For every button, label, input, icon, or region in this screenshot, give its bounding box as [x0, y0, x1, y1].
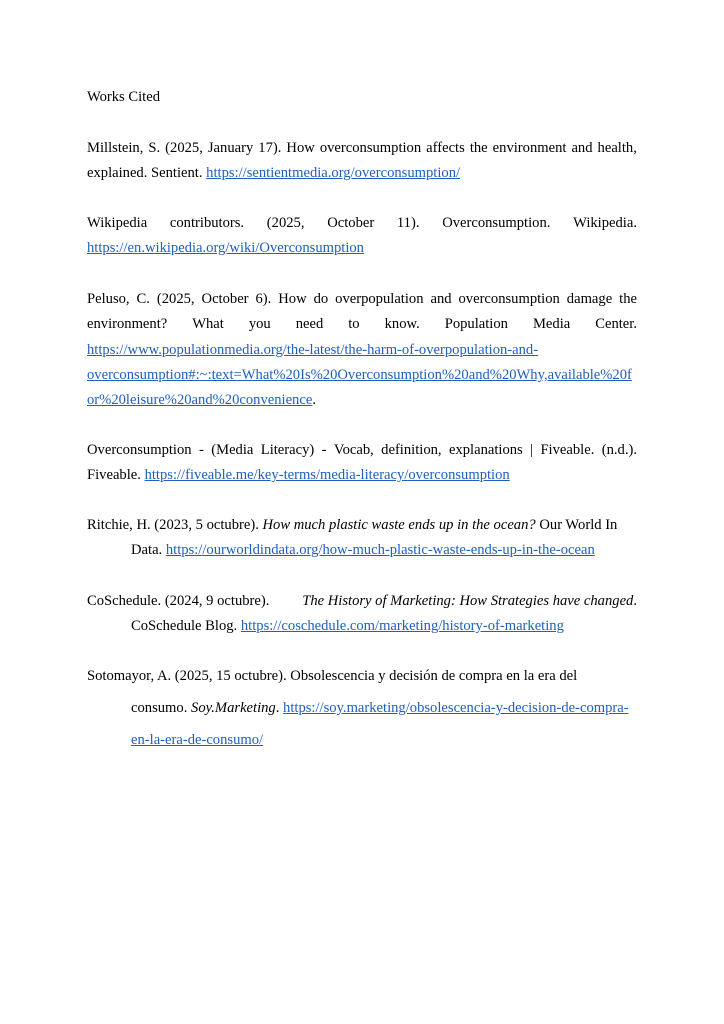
works-cited-heading: Works Cited	[87, 89, 161, 105]
citation-line: Overconsumption - (Media Literacy) - Vocab, definition, explanations | Fiveable. (n.d.).	[87, 442, 637, 458]
citation-line	[87, 366, 637, 391]
citation-line: Millstein, S. (2025, January 17). How overconsumption affects the environment and health,	[87, 140, 637, 156]
citation-line: Data. https://ourworldindata.org/how-much-plastic-waste-ends-up-in-the-ocean	[131, 542, 595, 559]
citation-wikipedia	[87, 214, 637, 265]
citation-line	[87, 341, 637, 366]
citation-line: Peluso, C. (2025, October 6). How do overpopulation and overconsumption damage the	[87, 291, 637, 307]
citation-link[interactable]: https://sentientmedia.org/overconsumption/	[206, 165, 461, 182]
citation-line: explained. Sentient. https://sentientmedia.org/overconsumption/	[87, 165, 461, 182]
citation-line: Wikipedia contributors. (2025, October 11). Overconsumption. Wikipedia.	[87, 215, 637, 231]
citation-line: Fiveable. https://fiveable.me/key-terms/media-literacy/overconsumption	[87, 467, 510, 484]
citation-link[interactable]: or%20leisure%20and%20convenience	[87, 392, 313, 409]
citation-line: environment? What you need to know. Population Media Center.	[87, 316, 637, 333]
citation-link[interactable]: https://coschedule.com/marketing/history-of-marketing	[240, 618, 564, 635]
citation-coschedule	[87, 592, 637, 643]
citation-link[interactable]: https://soy.marketing/obsolescencia-y-decision-de-compra-	[283, 700, 629, 716]
citation-link[interactable]: https://www.populationmedia.org/the-latest/the-harm-of-overpopulation-and-	[87, 341, 539, 358]
citation-line: consumo. Soy.Marketing. https://soy.marketing/obsolescencia-y-decision-de-compra-	[131, 700, 629, 716]
citation-link[interactable]: https://fiveable.me/key-terms/media-literacy/overconsumption	[144, 467, 510, 484]
citation-peluso	[87, 290, 637, 416]
citation-line: Ritchie, H. (2023, 5 octubre). How much plastic waste ends up in the ocean? Our World In	[87, 517, 618, 533]
citation-line: CoSchedule. (2024, 9 octubre). The History of Marketing: How Strategies have changed.	[87, 593, 637, 609]
citation-link[interactable]: https://en.wikipedia.org/wiki/Overconsumption	[87, 240, 364, 257]
citation-millstein	[87, 139, 637, 190]
citation-line: or%20leisure%20and%20convenience.	[87, 392, 316, 409]
citation-ritchie	[87, 516, 637, 567]
citation-line	[87, 731, 637, 756]
citation-line: Sotomayor, A. (2025, 15 octubre). Obsolescencia y decisión de compra en la era del	[87, 668, 578, 684]
citation-link[interactable]: https://ourworldindata.org/how-much-plastic-waste-ends-up-in-the-ocean	[165, 542, 595, 559]
citation-sotomayor	[87, 667, 637, 756]
citation-link[interactable]: overconsumption#:~:text=What%20Is%20Overconsumption%20and%20Why,available%20f	[87, 366, 632, 383]
citation-line: CoSchedule Blog. https://coschedule.com/marketing/history-of-marketing	[131, 618, 564, 635]
citation-fiveable	[87, 441, 637, 492]
citation-line	[87, 239, 637, 264]
citation-link[interactable]: en-la-era-de-consumo/	[131, 732, 264, 748]
